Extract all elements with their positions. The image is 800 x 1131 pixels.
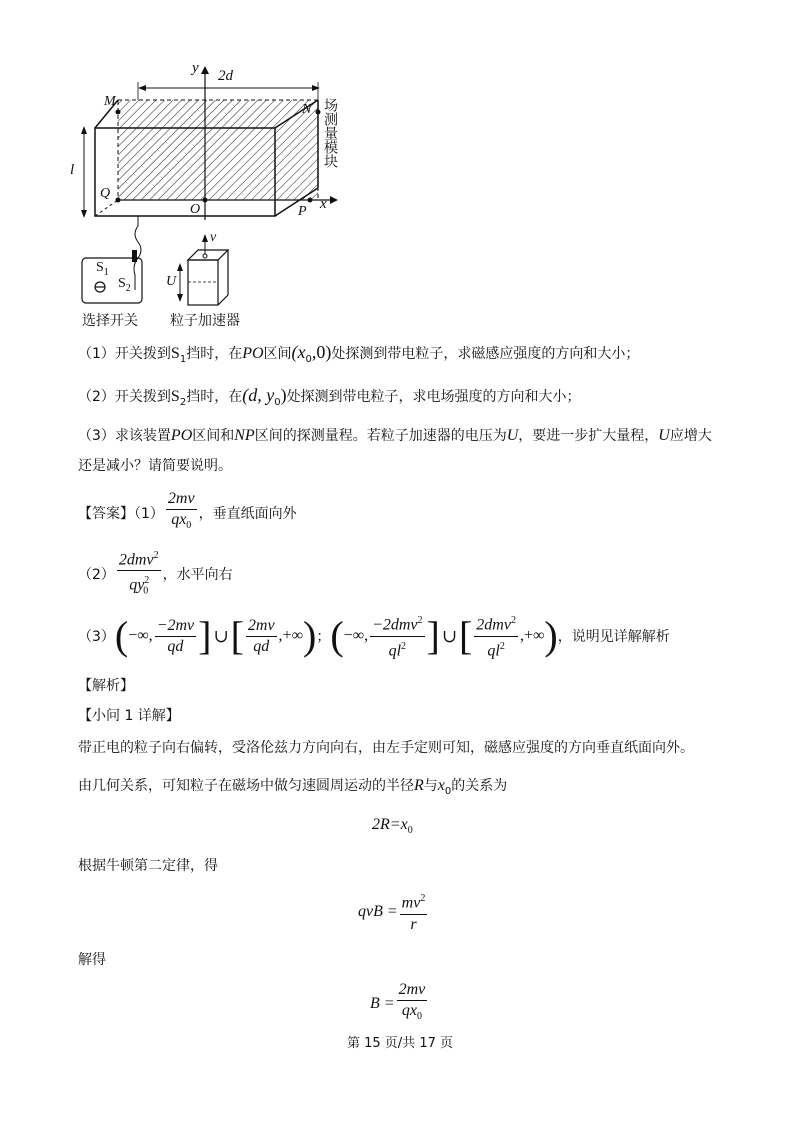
switch-caption: 选择开关 [82,313,138,329]
label-P: P [298,204,307,219]
point-O [203,198,208,203]
question-3-line-2: 还是减小？请简要说明。 [78,458,232,474]
accelerator-caption: 粒子加速器 [170,313,240,329]
point-P [308,198,313,203]
answer-1: 【答案】（1） $\frac{2mv}{qx_0}$ ，垂直纸面向外 [78,493,297,533]
label-M: M [104,94,116,109]
question-1: （1）开关拨到$S_1$挡时，在PO区间$(x_0,0)$处探测到带电粒子，求磁感应强度的方向和大小； [78,342,640,365]
equation-1: $2R=x_0$ [372,816,413,837]
question-3-line-1: （3）求该装置PO区间和NP区间的探测量程。若粒子加速器的电压为U，要进一步扩大量程，U应增大 [78,427,712,444]
sub-question-1-label: 【小问 1 详解】 [78,708,180,724]
point-M [116,110,121,115]
label-x: x [320,196,327,212]
analysis-paragraph-1: 带正电的粒子向右偏转，受洛伦兹力方向向右，由左手定则可知，磁感应强度的方向垂直纸面向外。 [78,740,694,756]
answer-3: （3） ( −∞, $\frac{-2mv}{qd}$ ] ∪ [ $\frac{2mv}{qd}$ ,+∞ ) ； ( −∞, $\frac{-2dmv^2}{ql^2}$ ] ∪ [ $\frac{2dmv^2}{ql^2}$ ,+∞ ) ，说明见详解解析 [78,613,670,659]
point-N [316,110,321,115]
analysis-paragraph-3: 根据牛顿第二定律，得 [78,858,218,874]
switch-s2-label: $S_2$ [118,276,131,294]
label-U: U [166,274,177,289]
module-label: 场测量模块 [322,98,338,168]
analysis-paragraph-4: 解得 [78,952,106,968]
label-O: O [190,202,201,217]
point-Q [116,198,121,203]
selector-switch-box [82,258,142,303]
hatched-field-region [118,100,318,200]
label-2d: 2d [218,68,233,84]
label-Q: Q [100,186,111,201]
switch-s1-label: $S_1$ [96,260,109,278]
equation-3: B = $\frac{2mv}{qx_0}$ [370,981,426,1023]
analysis-paragraph-2: 由几何关系，可知粒子在磁场中做匀速圆周运动的半径R与$x_0$的关系为 [78,777,508,797]
figure [60,60,360,330]
answer-1-fraction: $\frac{2mv}{qx_0}$ [167,490,195,532]
accelerator-box [188,260,218,305]
label-l: l [70,162,75,178]
analysis-label: 【解析】 [78,678,134,694]
label-v: v [210,230,217,245]
label-N: N [302,102,312,117]
answer-2-fraction: $\frac{2dmv^2}{qy^2_0}$ [117,547,161,601]
question-2: （2）开关拨到$S_2$挡时，在(d, $y_0$)处探测到带电粒子，求电场强度的方向和大小； [78,385,581,408]
equation-2: qvB = $\frac{mv^2}{r}$ [358,890,429,934]
label-y: y [192,60,199,76]
page-number: 第 15 页/共 17 页 [347,1036,453,1051]
answer-2: （2） $\frac{2dmv^2}{qy^2_0}$ ，水平向右 [78,552,233,596]
